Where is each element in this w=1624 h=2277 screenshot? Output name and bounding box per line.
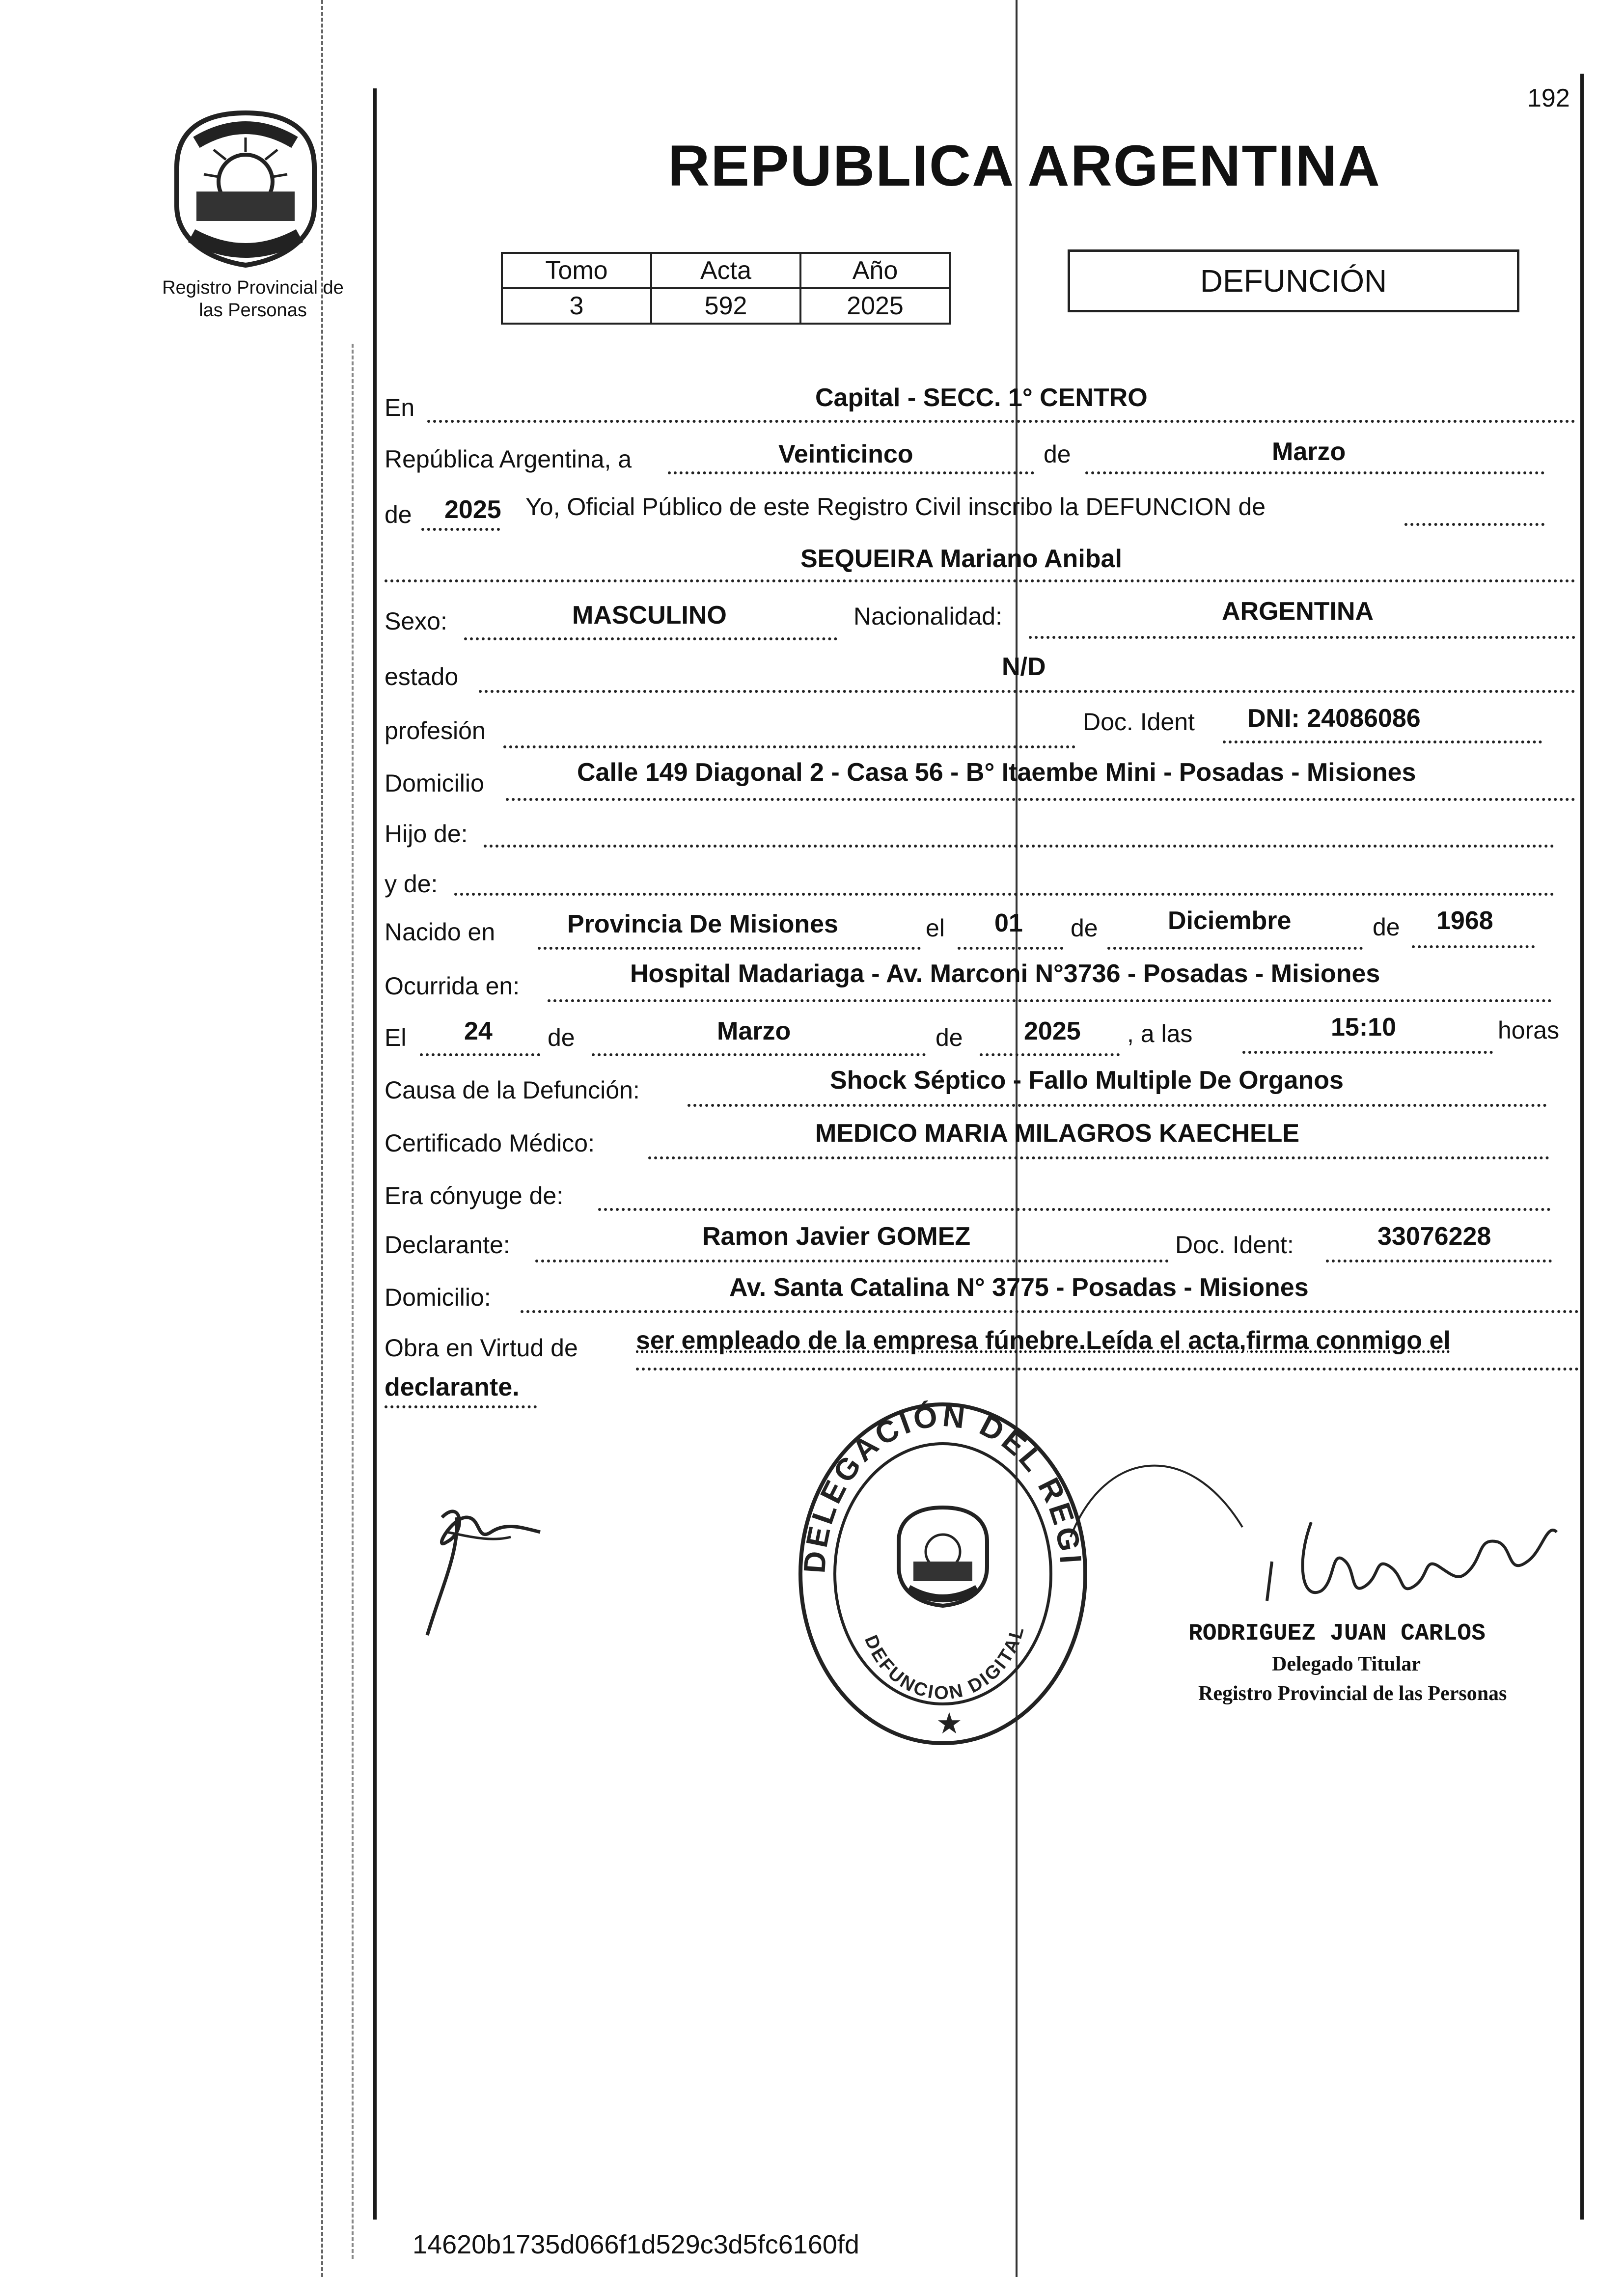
registry-seal xyxy=(791,1395,1095,1753)
registry-caption: Registro Provincial de las Personas xyxy=(162,277,344,321)
dotted-line xyxy=(484,845,1554,848)
dotted-line xyxy=(1029,636,1575,639)
svg-text:DEFUNCION DIGITAL xyxy=(860,1623,1029,1703)
document-hash: 14620b1735d066f1d529c3d5fc6160fd xyxy=(413,2230,859,2259)
field-value: 01 xyxy=(994,909,1023,937)
field-label: , a las xyxy=(1127,1020,1193,1047)
dotted-line xyxy=(1326,1260,1552,1262)
table-header-cell: Tomo xyxy=(502,253,651,288)
field-value: Calle 149 Diagonal 2 - Casa 56 - B° Itaembe Mini - Posadas - Misiones xyxy=(577,758,1416,787)
province-shield-icon xyxy=(162,108,329,270)
table-header-row xyxy=(502,253,950,288)
field-label: de xyxy=(1071,914,1098,942)
svg-text:★: ★ xyxy=(936,1707,963,1740)
page-number: 192 xyxy=(1527,84,1570,112)
field-value: Av. Santa Catalina N° 3775 - Posadas - Misiones xyxy=(729,1273,1309,1302)
field-label: profesión xyxy=(385,717,486,744)
field-value: declarante. xyxy=(385,1373,520,1401)
official-name: RODRIGUEZ JUAN CARLOS xyxy=(1188,1620,1486,1647)
dotted-line xyxy=(1242,1051,1493,1054)
table-header-cell: Acta xyxy=(651,253,800,288)
field-value: DNI: 24086086 xyxy=(1247,704,1421,733)
field-value: ARGENTINA xyxy=(1222,597,1374,626)
dotted-line xyxy=(479,690,1575,693)
seal-outer-text: DELEGACIÓN DEL REGI xyxy=(798,1399,1088,1574)
field-label: República Argentina, a xyxy=(385,445,632,473)
field-label: Domicilio xyxy=(385,769,484,797)
field-value: 15:10 xyxy=(1331,1013,1396,1042)
dotted-line xyxy=(385,579,1575,582)
dotted-line xyxy=(1404,523,1544,526)
field-label: Yo, Oficial Público de este Registro Civil inscribo la DEFUNCION de xyxy=(525,493,1266,521)
dotted-line xyxy=(506,798,1575,801)
field-label: En xyxy=(385,394,415,421)
seal-inner-text: DEFUNCION DIGITAL xyxy=(860,1622,1029,1704)
signature-stroke xyxy=(1066,1439,1311,1635)
dotted-line xyxy=(454,893,1554,896)
document-type-box: DEFUNCIÓN xyxy=(1068,249,1519,312)
field-value: Shock Séptico - Fallo Multiple De Organos xyxy=(830,1066,1344,1095)
field-value: SEQUEIRA Mariano Anibal xyxy=(800,545,1122,573)
field-label: Ocurrida en: xyxy=(385,972,520,1000)
scan-margin-line xyxy=(321,0,323,2277)
field-value: 33076228 xyxy=(1377,1222,1491,1251)
dotted-line xyxy=(1085,471,1544,474)
field-label: Nacido en xyxy=(385,918,495,946)
field-value: Capital - SECC. 1° CENTRO xyxy=(815,384,1148,412)
dotted-line xyxy=(1223,741,1542,743)
field-label: Hijo de: xyxy=(385,820,468,848)
official-role: Delegado Titular xyxy=(1272,1653,1421,1675)
field-value: MASCULINO xyxy=(572,601,727,630)
field-label: horas xyxy=(1498,1016,1560,1044)
field-value: Provincia De Misiones xyxy=(567,910,838,938)
dotted-line xyxy=(385,1405,537,1408)
dotted-line xyxy=(548,999,1552,1002)
field-label: de xyxy=(1044,440,1071,468)
field-label: Obra en Virtud de xyxy=(385,1334,578,1362)
field-value: N/D xyxy=(1002,653,1046,681)
field-label: estado xyxy=(385,663,459,690)
dotted-line xyxy=(688,1104,1547,1107)
dotted-line xyxy=(464,637,837,640)
field-label: Causa de la Defunción: xyxy=(385,1076,640,1104)
field-value: Marzo xyxy=(717,1017,791,1045)
dotted-line xyxy=(1107,947,1363,950)
field-value: Diciembre xyxy=(1168,906,1292,935)
field-label: Certificado Médico: xyxy=(385,1129,595,1157)
field-label: de xyxy=(1373,913,1400,941)
field-label: Doc. Ident xyxy=(1083,708,1195,736)
field-value: 1968 xyxy=(1436,906,1493,935)
declarant-signature xyxy=(413,1488,570,1645)
field-value: 24 xyxy=(464,1017,493,1045)
field-value: Ramon Javier GOMEZ xyxy=(702,1222,971,1251)
field-label: Domicilio: xyxy=(385,1284,491,1311)
table-cell: 2025 xyxy=(800,288,950,324)
dotted-line xyxy=(958,947,1063,950)
dotted-line xyxy=(592,1053,926,1056)
field-label: de xyxy=(936,1024,963,1051)
table-row xyxy=(502,288,950,324)
official-institution: Registro Provincial de las Personas xyxy=(1198,1682,1507,1705)
dotted-line xyxy=(668,471,1034,474)
dotted-line xyxy=(598,1208,1551,1211)
field-label: Era cónyuge de: xyxy=(385,1182,564,1209)
form-right-border xyxy=(1580,74,1584,2220)
field-label: y de: xyxy=(385,870,438,898)
field-label: de xyxy=(385,501,412,528)
dotted-line xyxy=(538,947,921,950)
record-table xyxy=(501,252,951,325)
dotted-line xyxy=(421,528,500,531)
field-value: MEDICO MARIA MILAGROS KAECHELE xyxy=(815,1119,1300,1148)
form-left-border xyxy=(373,88,377,2220)
field-label: el xyxy=(926,914,945,942)
field-label: Sexo: xyxy=(385,607,447,635)
table-cell: 592 xyxy=(651,288,800,324)
field-label: Nacionalidad: xyxy=(853,603,1002,630)
dotted-line xyxy=(636,1368,1579,1371)
dotted-line xyxy=(648,1156,1549,1159)
page-title: REPUBLICA ARGENTINA xyxy=(668,134,1381,198)
field-label: Declarante: xyxy=(385,1231,510,1259)
table-cell: 3 xyxy=(502,288,651,324)
field-value: ser empleado de la empresa fúnebre.Leída el acta,firma conmigo el xyxy=(636,1326,1451,1355)
dotted-line xyxy=(427,420,1575,423)
field-label: de xyxy=(548,1024,575,1051)
field-value: Hospital Madariaga - Av. Marconi N°3736 - Posadas - Misiones xyxy=(630,960,1380,988)
dotted-line xyxy=(521,1310,1579,1313)
dotted-line xyxy=(503,745,1075,748)
field-value: Veinticinco xyxy=(778,440,913,468)
field-value: Marzo xyxy=(1272,438,1346,466)
dotted-line xyxy=(980,1053,1120,1056)
field-label: El xyxy=(385,1024,407,1051)
field-value: 2025 xyxy=(1024,1017,1081,1045)
field-value: 2025 xyxy=(444,495,501,524)
scan-margin-line xyxy=(352,344,354,2259)
field-label: Doc. Ident: xyxy=(1175,1231,1294,1259)
table-header-cell: Año xyxy=(800,253,950,288)
dotted-line xyxy=(420,1053,540,1056)
dotted-line xyxy=(1412,945,1535,948)
dotted-line xyxy=(535,1260,1169,1262)
